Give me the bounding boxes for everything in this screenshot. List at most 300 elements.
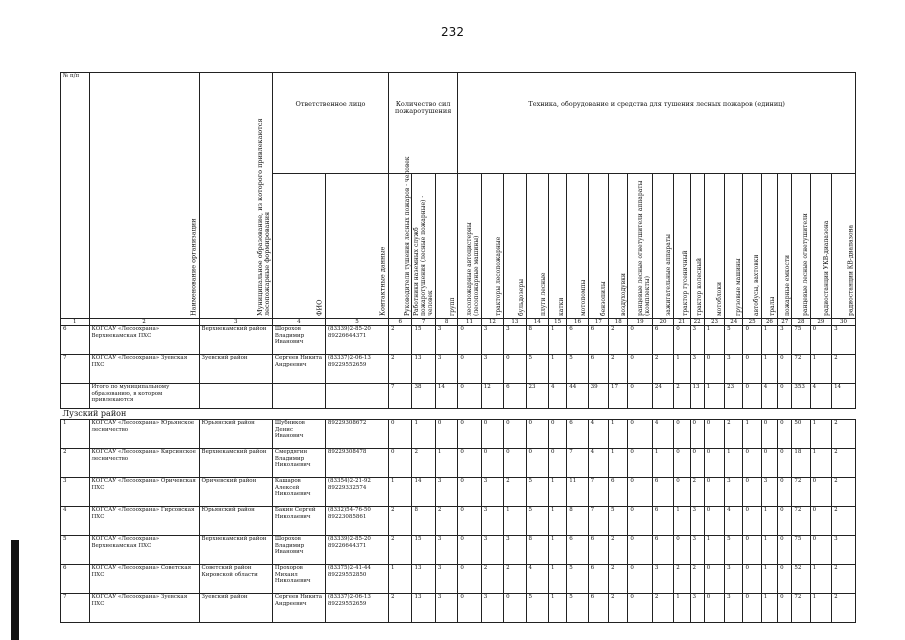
column-number: 12 <box>481 319 503 326</box>
value-cell: 0 <box>458 565 481 594</box>
value-cell: 1 <box>548 355 566 384</box>
fio-cell: Шорохов Владимир Иванович <box>272 326 325 355</box>
value-cell: 0 <box>674 536 690 565</box>
value-cell: 0 <box>704 565 724 594</box>
value-cell: 1 <box>810 565 831 594</box>
value-cell: 14 <box>832 384 856 409</box>
value-cell: 0 <box>743 507 761 536</box>
fio-cell: Смердягин Владимир Николаевич <box>272 449 325 478</box>
value-cell: 1 <box>548 536 566 565</box>
header-eq-col: воздуходувки <box>609 174 628 319</box>
group-row <box>61 409 856 420</box>
value-cell: 6 <box>504 384 526 409</box>
value-cell: 0 <box>389 449 412 478</box>
value-cell: 5 <box>526 355 548 384</box>
value-cell: 0 <box>504 420 526 449</box>
value-cell: 2 <box>609 326 628 355</box>
value-cell: 3 <box>435 355 457 384</box>
value-cell: 0 <box>628 384 652 409</box>
value-cell: 0 <box>778 420 792 449</box>
header-workers-label: Работники наземных служб пожаротушения (лесные пожарные) <box>412 199 427 316</box>
value-cell: 6 <box>609 478 628 507</box>
org-name-cell: КОГСАУ «Лесоохрана» Кирсинское лесничество <box>89 449 199 478</box>
municipal-cell: Юрьянский район <box>199 507 272 536</box>
value-cell: 3 <box>481 326 503 355</box>
fio-cell: Шубников Денис Иванович <box>272 420 325 449</box>
value-cell: 1 <box>674 355 690 384</box>
value-cell: 3 <box>504 326 526 355</box>
value-cell: 5 <box>526 507 548 536</box>
value-cell: 8 <box>526 536 548 565</box>
municipal-cell: Верхнекамский район <box>199 536 272 565</box>
value-cell: 6 <box>652 536 673 565</box>
table-row <box>61 355 856 384</box>
value-cell: 0 <box>481 420 503 449</box>
value-cell: 0 <box>628 507 652 536</box>
value-cell: 13 <box>690 384 704 409</box>
value-cell: 23 <box>725 384 743 409</box>
value-cell: 0 <box>674 420 690 449</box>
value-cell: 1 <box>743 420 761 449</box>
value-cell: 2 <box>690 565 704 594</box>
column-number: 1 <box>61 319 90 326</box>
header-eq-col: трактор гусеничный <box>674 174 690 319</box>
value-cell: 0 <box>778 384 792 409</box>
value-cell: 0 <box>435 420 457 449</box>
municipal-cell: Юрьянский район <box>199 420 272 449</box>
value-cell: 15 <box>412 536 435 565</box>
value-cell: 1 <box>674 507 690 536</box>
value-cell: 4 <box>588 449 608 478</box>
value-cell: 0 <box>526 449 548 478</box>
value-cell: 3 <box>778 326 792 355</box>
value-cell: 6 <box>652 507 673 536</box>
fio-cell: Кашаров Алексей Николаевич <box>272 478 325 507</box>
column-number: 7 <box>412 319 435 326</box>
value-cell: 0 <box>743 449 761 478</box>
value-cell: 3 <box>725 355 743 384</box>
table-row <box>61 594 856 623</box>
value-cell: 0 <box>704 478 724 507</box>
value-cell: 0 <box>458 326 481 355</box>
value-cell: 4 <box>588 420 608 449</box>
value-cell: 2 <box>389 326 412 355</box>
column-number: 20 <box>652 319 673 326</box>
column-number: 18 <box>609 319 628 326</box>
value-cell: 8 <box>412 507 435 536</box>
column-number: 26 <box>761 319 777 326</box>
column-number: 22 <box>690 319 704 326</box>
column-number: 13 <box>504 319 526 326</box>
value-cell: 0 <box>548 449 566 478</box>
value-cell: 0 <box>628 536 652 565</box>
value-cell: 0 <box>628 355 652 384</box>
fio-cell: Прохоров Михаил Николаевич <box>272 565 325 594</box>
value-cell: 1 <box>674 594 690 623</box>
value-cell: 13 <box>412 355 435 384</box>
column-number: 25 <box>743 319 761 326</box>
header-eq-col: тралы <box>761 174 777 319</box>
header-leaders-label: Руководители тушения лесных пожаров <box>403 187 411 316</box>
value-cell: 2 <box>832 507 856 536</box>
value-cell: 0 <box>704 594 724 623</box>
header-eq-col: радиостанции УКВ-диапазона <box>810 174 831 319</box>
value-cell: 0 <box>458 384 481 409</box>
header-eq-col: тракторы лесопожарные <box>481 174 503 319</box>
value-cell: 1 <box>412 420 435 449</box>
row-number: 5 <box>61 536 90 565</box>
header-eq-col: ранцевые лесные огнетушители <box>792 174 810 319</box>
header-fio: ФИО <box>272 174 325 319</box>
column-number: 21 <box>674 319 690 326</box>
value-cell: 44 <box>567 384 588 409</box>
value-cell: 18 <box>792 449 810 478</box>
value-cell: 3 <box>652 565 673 594</box>
value-cell: 4 <box>725 507 743 536</box>
value-cell: 3 <box>435 594 457 623</box>
value-cell: 4 <box>761 384 777 409</box>
header-eq-col: лесопожарные автоцистерны (лесопожарные машины) <box>458 174 481 319</box>
value-cell: 4 <box>652 420 673 449</box>
value-cell: 0 <box>526 420 548 449</box>
value-cell: 1 <box>761 594 777 623</box>
value-cell: 1 <box>548 565 566 594</box>
header-equipment: Техника, оборудование и средства для тушения лесных пожаров (единиц) <box>458 73 856 174</box>
value-cell: 6 <box>652 478 673 507</box>
header-eq-col: бульдозеры <box>504 174 526 319</box>
contacts-cell: 89229308672 <box>325 420 388 449</box>
value-cell: 5 <box>526 478 548 507</box>
value-cell: 1 <box>761 326 777 355</box>
value-cell: 5 <box>567 594 588 623</box>
value-cell: 3 <box>725 594 743 623</box>
value-cell: 1 <box>609 420 628 449</box>
value-cell: 0 <box>690 420 704 449</box>
org-name-cell: КОГСАУ «Лесоохрана» Гирсовская ПХС <box>89 507 199 536</box>
value-cell: 5 <box>526 594 548 623</box>
value-cell: 0 <box>674 449 690 478</box>
value-cell: 2 <box>435 507 457 536</box>
municipal-cell: Верхнекамский район <box>199 449 272 478</box>
value-cell: 2 <box>832 594 856 623</box>
value-cell: 5 <box>567 565 588 594</box>
column-number: 17 <box>588 319 608 326</box>
value-cell: 13 <box>412 565 435 594</box>
value-cell: 7 <box>567 449 588 478</box>
fio-cell: Шорохов Владимир Иванович <box>272 536 325 565</box>
value-cell: 2 <box>389 507 412 536</box>
value-cell: 52 <box>792 565 810 594</box>
value-cell: 5 <box>609 507 628 536</box>
header-eq-col: автобусы, вахтовки <box>743 174 761 319</box>
column-number: 16 <box>567 319 588 326</box>
value-cell: 0 <box>704 507 724 536</box>
value-cell: 14 <box>412 478 435 507</box>
value-cell: 6 <box>588 594 608 623</box>
contacts-cell: (83337)2-06-13 89229552659 <box>325 594 388 623</box>
municipal-cell: Зуевский район <box>199 355 272 384</box>
header-eq-col: пожарные емкости <box>778 174 792 319</box>
value-cell: 1 <box>389 478 412 507</box>
value-cell: 3 <box>435 478 457 507</box>
column-number: 5 <box>325 319 388 326</box>
value-cell: 0 <box>504 594 526 623</box>
org-name-cell: КОГСАУ «Лесоохрана» Зуевская ПХС <box>89 594 199 623</box>
value-cell: 0 <box>810 536 831 565</box>
value-cell: 38 <box>412 384 435 409</box>
value-cell: 0 <box>458 507 481 536</box>
value-cell: 2 <box>481 565 503 594</box>
value-cell: 4 <box>810 384 831 409</box>
value-cell: 0 <box>743 384 761 409</box>
value-cell: 2 <box>504 478 526 507</box>
value-cell: 3 <box>481 507 503 536</box>
value-cell: 0 <box>628 565 652 594</box>
header-groups: групп <box>435 174 457 319</box>
row-number: 1 <box>61 420 90 449</box>
value-cell: 1 <box>810 355 831 384</box>
value-cell: 1 <box>761 507 777 536</box>
header-num: № п/п <box>61 73 90 319</box>
value-cell: 39 <box>588 384 608 409</box>
table-row <box>61 478 856 507</box>
municipal-cell: Советский район Кировской области <box>199 565 272 594</box>
header-leaders: Руководители тушения лесных пожаров · человек <box>389 174 412 319</box>
value-cell: 2 <box>609 536 628 565</box>
value-cell: 0 <box>743 594 761 623</box>
value-cell: 2 <box>832 420 856 449</box>
org-name-cell: КОГСАУ «Лесоохрана» Советская ПХС <box>89 565 199 594</box>
value-cell: 4 <box>548 384 566 409</box>
value-cell: 0 <box>548 420 566 449</box>
value-cell: 0 <box>458 449 481 478</box>
value-cell: 1 <box>548 507 566 536</box>
header-eq-col: бензопилы <box>588 174 608 319</box>
fio-cell: Бакин Сергей Николаевич <box>272 507 325 536</box>
value-cell: 3 <box>690 326 704 355</box>
value-cell: 2 <box>652 355 673 384</box>
value-cell: 1 <box>810 594 831 623</box>
value-cell: 2 <box>609 355 628 384</box>
value-cell: 0 <box>628 449 652 478</box>
column-number: 15 <box>548 319 566 326</box>
value-cell: 13 <box>412 594 435 623</box>
value-cell: 8 <box>567 507 588 536</box>
value-cell: 7 <box>389 384 412 409</box>
value-cell: 0 <box>778 565 792 594</box>
value-cell: 2 <box>725 420 743 449</box>
value-cell: 0 <box>704 355 724 384</box>
header-eq-col: ранцевые лесные огнетушители аппараты (комплекты) <box>628 174 652 319</box>
value-cell: 1 <box>704 326 724 355</box>
column-number: 3 <box>199 319 272 326</box>
value-cell: 6 <box>567 536 588 565</box>
value-cell: 353 <box>792 384 810 409</box>
value-cell: 0 <box>761 449 777 478</box>
value-cell: 0 <box>458 594 481 623</box>
table-row <box>61 420 856 449</box>
municipal-cell: Верхнекамский район <box>199 326 272 355</box>
value-cell: 0 <box>690 449 704 478</box>
value-cell: 1 <box>761 536 777 565</box>
fio-cell: Сергеев Никита Андреевич <box>272 594 325 623</box>
value-cell: 0 <box>743 326 761 355</box>
table-row <box>61 326 856 355</box>
column-number: 4 <box>272 319 325 326</box>
value-cell: 0 <box>704 420 724 449</box>
value-cell: 14 <box>435 384 457 409</box>
header-leaders-unit: человек <box>403 156 411 183</box>
org-name-cell: КОГСАУ «Лесоохрана» Юрьянское лесничество <box>89 420 199 449</box>
header-eq-col: радиостанции КВ-диапазона <box>832 174 856 319</box>
value-cell: 0 <box>778 478 792 507</box>
value-cell: 75 <box>792 536 810 565</box>
contacts-cell: (8332)54-76-50 89223085861 <box>325 507 388 536</box>
value-cell: 6 <box>567 326 588 355</box>
value-cell: 0 <box>628 326 652 355</box>
value-cell: 0 <box>628 594 652 623</box>
header-eq-col: катки <box>548 174 566 319</box>
value-cell: 3 <box>761 478 777 507</box>
value-cell: 0 <box>504 355 526 384</box>
value-cell: 1 <box>810 449 831 478</box>
value-cell: 1 <box>609 449 628 478</box>
value-cell: 1 <box>548 326 566 355</box>
value-cell: 0 <box>810 507 831 536</box>
header-workers: Работники наземных служб пожаротушения (лесные пожарные) · человек <box>412 174 435 319</box>
header-municipal: Муниципальное образование, из которого привлекаются лесопожарные формирования <box>199 73 272 319</box>
value-cell: 3 <box>481 536 503 565</box>
header-workers-unit: человек <box>426 290 434 316</box>
value-cell: 0 <box>458 420 481 449</box>
value-cell: 17 <box>609 384 628 409</box>
value-cell: 3 <box>435 565 457 594</box>
table-row <box>61 536 856 565</box>
value-cell: 6 <box>567 420 588 449</box>
value-cell: 0 <box>761 420 777 449</box>
equipment-table-frame <box>60 72 856 607</box>
value-cell: 5 <box>725 536 743 565</box>
contacts-cell <box>325 384 388 409</box>
value-cell: 5 <box>567 355 588 384</box>
contacts-cell: (83339)2-85-20 89226644371 <box>325 326 388 355</box>
column-number: 29 <box>810 319 831 326</box>
value-cell: 0 <box>704 449 724 478</box>
value-cell: 6 <box>588 565 608 594</box>
value-cell: 7 <box>588 478 608 507</box>
value-cell: 1 <box>704 536 724 565</box>
value-cell: 3 <box>832 326 856 355</box>
value-cell: 3 <box>504 536 526 565</box>
value-cell: 6 <box>588 536 608 565</box>
value-cell: 5 <box>725 326 743 355</box>
value-cell: 8 <box>526 326 548 355</box>
column-number-row <box>61 319 856 326</box>
value-cell: 15 <box>412 326 435 355</box>
row-number: 7 <box>61 594 90 623</box>
value-cell: 2 <box>652 594 673 623</box>
value-cell: 3 <box>435 326 457 355</box>
value-cell: 2 <box>674 565 690 594</box>
value-cell: 2 <box>609 565 628 594</box>
value-cell: 2 <box>674 384 690 409</box>
value-cell: 12 <box>481 384 503 409</box>
value-cell: 2 <box>832 478 856 507</box>
value-cell: 0 <box>628 478 652 507</box>
contacts-cell: (83354)2-21-92 89229332574 <box>325 478 388 507</box>
org-name-cell: КОГСАУ «Лесоохрана» Верхнекамская ПХС <box>89 326 199 355</box>
value-cell: 2 <box>412 449 435 478</box>
org-name-cell: КОГСАУ «Лесоохрана» Зуевская ПХС <box>89 355 199 384</box>
column-number: 30 <box>832 319 856 326</box>
column-number: 14 <box>526 319 548 326</box>
org-name-cell: КОГСАУ «Лесоохрана» Оричевская ПХС <box>89 478 199 507</box>
table-row <box>61 565 856 594</box>
total-row <box>61 384 856 409</box>
value-cell: 72 <box>792 594 810 623</box>
value-cell: 2 <box>609 594 628 623</box>
table-row <box>61 449 856 478</box>
value-cell: 50 <box>792 420 810 449</box>
value-cell: 0 <box>743 536 761 565</box>
column-number: 2 <box>89 319 199 326</box>
row-number: 6 <box>61 565 90 594</box>
column-number: 28 <box>792 319 810 326</box>
value-cell: 2 <box>690 478 704 507</box>
value-cell: 0 <box>458 355 481 384</box>
value-cell: 3 <box>690 507 704 536</box>
value-cell: 7 <box>588 507 608 536</box>
row-number: 4 <box>61 507 90 536</box>
value-cell: 1 <box>389 565 412 594</box>
value-cell: 0 <box>481 449 503 478</box>
value-cell: 23 <box>526 384 548 409</box>
org-name-cell: Итого по муниципальному образованию, в котором привлекаются <box>89 384 199 409</box>
value-cell: 2 <box>832 355 856 384</box>
column-number: 23 <box>704 319 724 326</box>
value-cell: 4 <box>526 565 548 594</box>
value-cell: 0 <box>389 420 412 449</box>
municipal-cell: Зуевский район <box>199 594 272 623</box>
header-eq-col: грузовые машины <box>725 174 743 319</box>
value-cell: 3 <box>690 536 704 565</box>
value-cell: 11 <box>567 478 588 507</box>
contacts-cell: (83375)2-41-44 89229552850 <box>325 565 388 594</box>
column-number: 11 <box>458 319 481 326</box>
value-cell: 1 <box>548 478 566 507</box>
value-cell: 6 <box>652 326 673 355</box>
value-cell: 1 <box>761 565 777 594</box>
value-cell: 2 <box>389 355 412 384</box>
value-cell: 1 <box>652 449 673 478</box>
value-cell: 2 <box>504 565 526 594</box>
header-responsible: Ответственное лицо <box>272 73 388 174</box>
header-eq-col: мотопомпы <box>567 174 588 319</box>
row-number <box>61 384 90 409</box>
value-cell: 1 <box>435 449 457 478</box>
value-cell: 0 <box>778 594 792 623</box>
value-cell: 1 <box>704 384 724 409</box>
value-cell: 0 <box>628 420 652 449</box>
header-eq-col: плуги лесные <box>526 174 548 319</box>
value-cell: 0 <box>743 565 761 594</box>
value-cell: 0 <box>674 326 690 355</box>
value-cell: 0 <box>504 449 526 478</box>
value-cell: 1 <box>810 420 831 449</box>
contacts-cell: (83339)2-85-20 89226644371 <box>325 536 388 565</box>
header-forces: Количество сил пожаротушения <box>389 73 458 174</box>
value-cell: 3 <box>690 355 704 384</box>
